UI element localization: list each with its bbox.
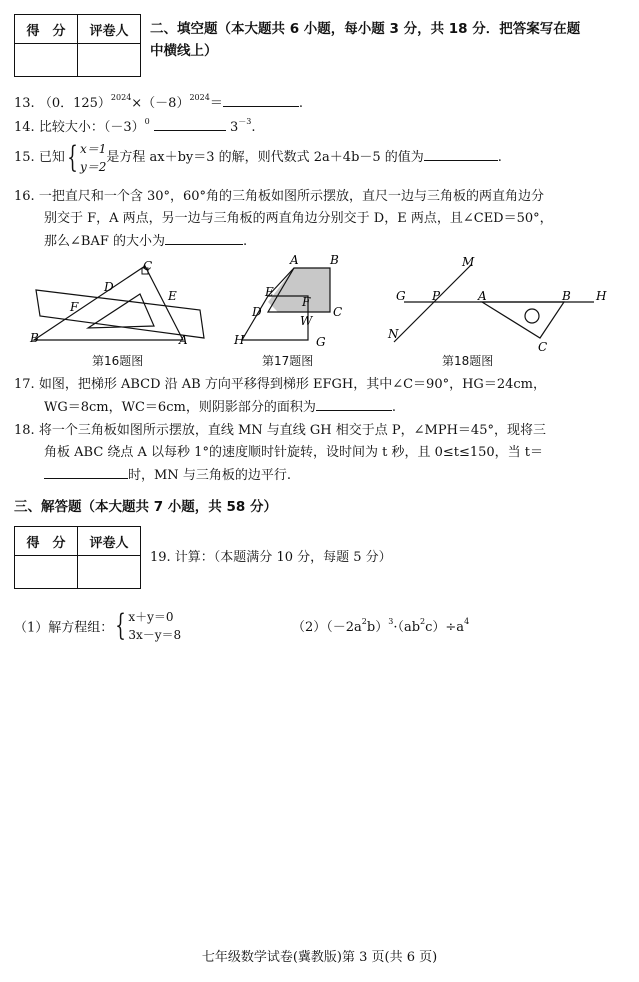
- label-F: F: [70, 300, 79, 314]
- label-A: A: [290, 254, 299, 267]
- question-15: 15. 已知{ x＝1 y＝2是方程 ax＋by＝3 的解，则代数式 2a＋4b－5 的值为 .: [14, 139, 502, 175]
- label-B: B: [330, 254, 339, 267]
- question-16: 16. 一把直尺和一个含 30°，60°角的三角板如图所示摆放，直尺一边与三角板的两直角边分 别交于 F，A 两点，另一边与三角板的两直角边分别交于 D，E 两点，且∠CED＝50°， 那么∠BAF 的大小为 .: [14, 189, 553, 249]
- label-B: B: [30, 331, 39, 345]
- label-F: F: [302, 295, 311, 309]
- grader-cell[interactable]: [78, 556, 141, 589]
- question-19-title: 19. 计算：（本题满分 10 分，每题 5 分）: [150, 550, 392, 565]
- label-D: D: [252, 305, 262, 319]
- label-E: E: [168, 289, 177, 303]
- answer-blank-16[interactable]: [165, 230, 243, 245]
- label-N: N: [388, 327, 399, 341]
- score-label: 得 分: [15, 527, 78, 556]
- label-M: M: [462, 255, 475, 269]
- question-14: 14. 比较大小：$(-3)^0$ $3^{-3}$.: [14, 117, 256, 135]
- answer-blank-13[interactable]: [223, 92, 299, 107]
- figure-16-caption: 第16题图: [92, 354, 144, 368]
- score-cell[interactable]: [15, 44, 78, 77]
- figure-18-caption: 第18题图: [442, 354, 494, 368]
- label-C: C: [538, 340, 548, 354]
- question-18: 18. 将一个三角板如图所示摆放，直线 MN 与直线 GH 相交于点 P，∠MPH＝45°，现将三 角板 ABC 绕点 A 以每秒 1°的速度顺时针旋转，设时间为 t 秒，且 0≤t≤150，当 t＝ 时，MN 与三角板的边平行.: [14, 423, 546, 483]
- label-A: A: [478, 289, 487, 303]
- question-13: 13. （0．$125)^{2024}\times(-8)^{2024}=$ .: [14, 93, 303, 111]
- figure-17-caption: 第17题图: [262, 354, 314, 368]
- figure-18: [384, 254, 614, 354]
- question-19-part1: （1）解方程组：{ x＋y＝0 3x－y＝8: [14, 608, 182, 643]
- brace-icon: {: [115, 608, 127, 643]
- answer-blank-14[interactable]: [154, 116, 226, 131]
- score-label: 得 分: [15, 15, 78, 44]
- grader-cell[interactable]: [78, 44, 141, 77]
- label-C: C: [333, 305, 343, 319]
- label-D: D: [104, 280, 114, 294]
- label-B: B: [562, 289, 571, 303]
- grader-label: 评卷人: [78, 15, 141, 44]
- page-footer: 七年级数学试卷(冀教版)第 3 页(共 6 页): [201, 950, 438, 965]
- label-H: H: [234, 333, 245, 347]
- figure-17: [232, 254, 362, 350]
- section3-title: 三、解答题（本大题共 7 小题，共 58 分）: [14, 499, 277, 515]
- answer-blank-18[interactable]: [44, 464, 128, 479]
- section2-title: 二、填空题（本大题共 6 小题，每小题 3 分，共 18 分．把答案写在题 中横线上）: [150, 21, 581, 59]
- label-A: A: [179, 333, 188, 347]
- answer-blank-17[interactable]: [316, 396, 392, 411]
- question-17: 17. 如图，把梯形 ABCD 沿 AB 方向平移得到梯形 EFGH，其中∠C＝90°，HG＝24cm， WG＝8cm，WC＝6cm，则阴影部分的面积为 .: [14, 377, 546, 415]
- label-P: P: [432, 289, 441, 303]
- question-19-part2: $(2)(-2a^2b)^3\cdot(ab^2c)\div a^4$: [292, 617, 470, 635]
- label-G: G: [396, 289, 406, 303]
- label-W: W: [300, 314, 313, 328]
- label-G: G: [316, 335, 326, 349]
- label-H: H: [596, 289, 607, 303]
- label-E: E: [265, 285, 274, 299]
- label-C: C: [143, 259, 153, 273]
- grader-label: 评卷人: [78, 527, 141, 556]
- brace-icon: {: [67, 139, 78, 175]
- score-cell[interactable]: [15, 556, 78, 589]
- score-box-q19: [14, 526, 141, 589]
- score-box-section2: [14, 14, 141, 77]
- answer-blank-15[interactable]: [424, 146, 498, 161]
